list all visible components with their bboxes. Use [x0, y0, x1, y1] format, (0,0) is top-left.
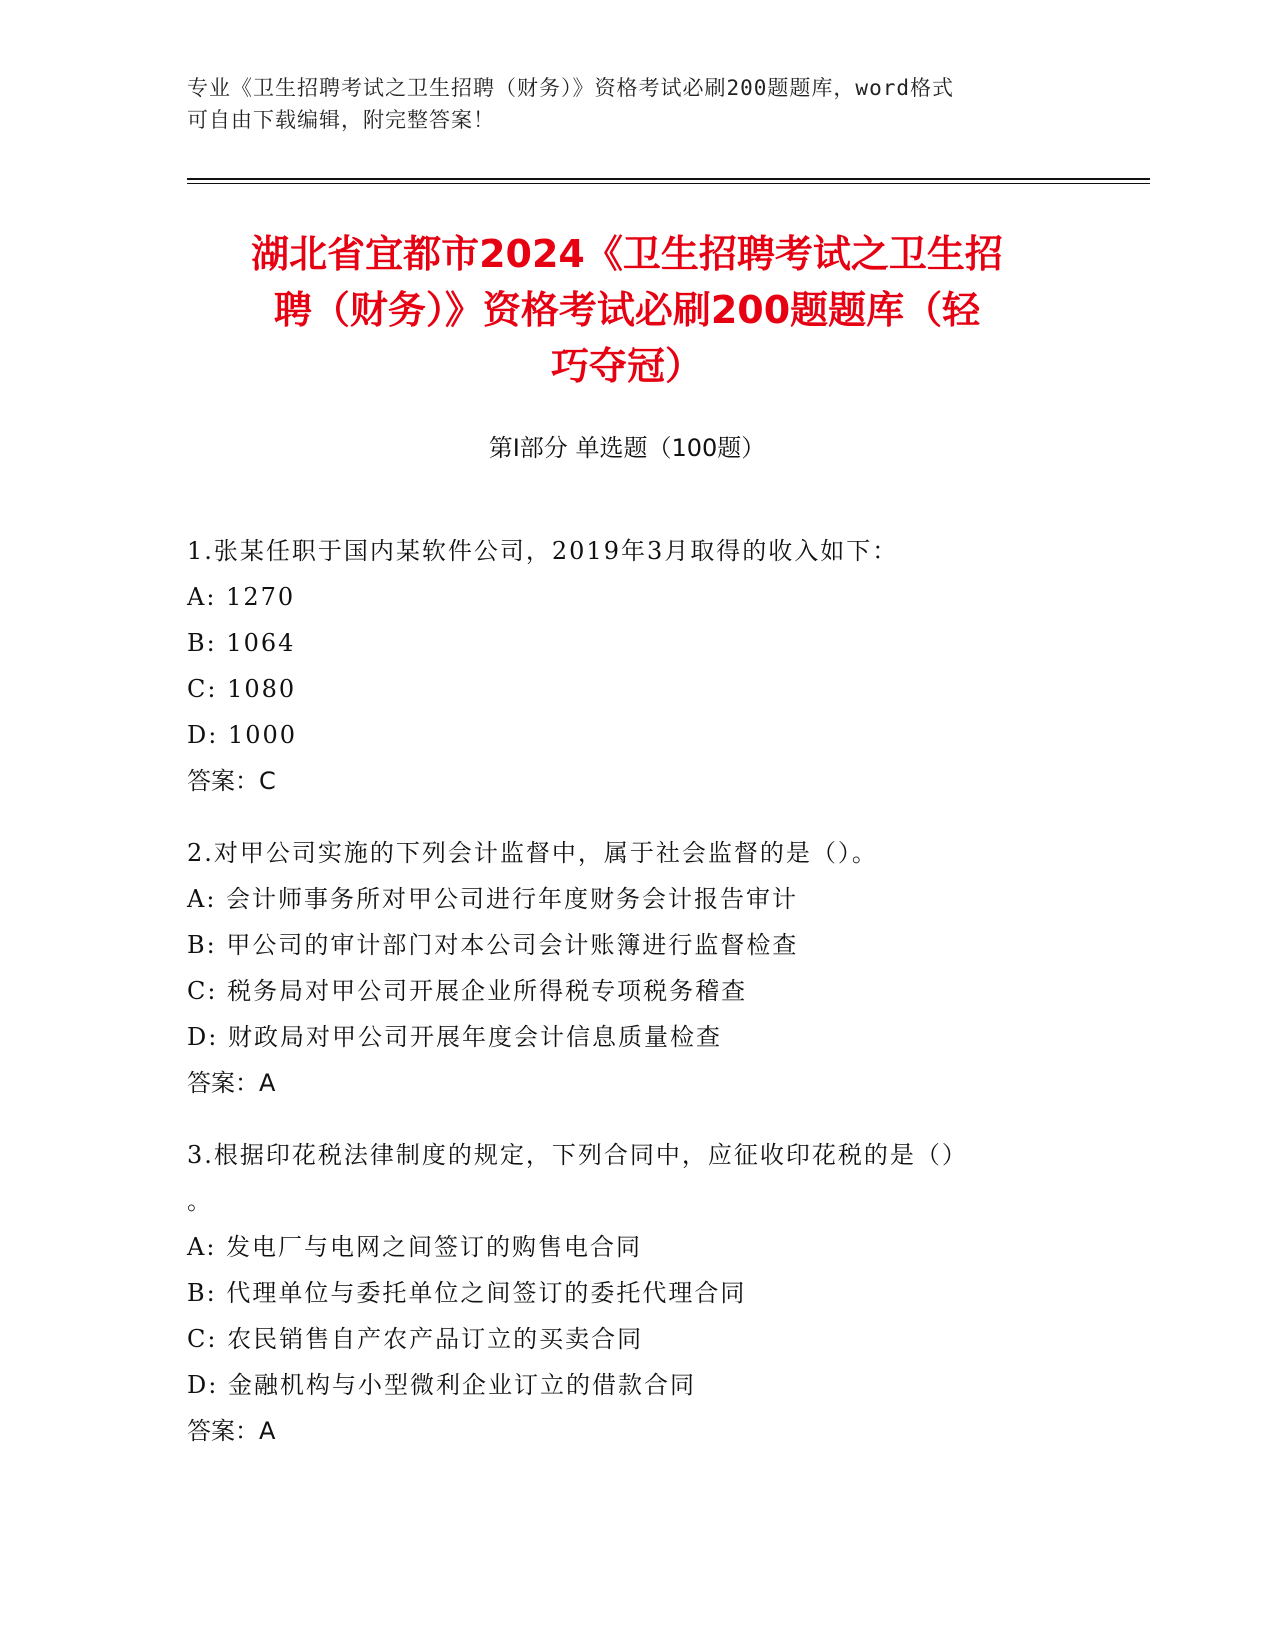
question-stem: 2.对甲公司实施的下列会计监督中，属于社会监督的是（）。	[187, 839, 878, 867]
option-a: A: 1270	[187, 583, 296, 611]
option-b: B: 代理单位与委托单位之间签订的委托代理合同	[187, 1279, 747, 1307]
header-divider-thick	[187, 178, 1150, 180]
option-a: A: 发电厂与电网之间签订的购售电合同	[187, 1233, 643, 1261]
header-divider-thin	[187, 183, 1150, 184]
header-note-line-1: 专业《卫生招聘考试之卫生招聘（财务）》资格考试必刷200题题库，word格式	[187, 76, 954, 100]
question-1	[187, 528, 1067, 804]
section-title: 第Ⅰ部分 单选题（100题）	[488, 434, 766, 462]
option-c: C: 1080	[187, 675, 297, 703]
option-d: D: 金融机构与小型微利企业订立的借款合同	[187, 1371, 696, 1399]
document-title-line-3: 巧夺冠）	[550, 344, 703, 388]
question-list	[187, 528, 1067, 1480]
question-3	[187, 1132, 1067, 1454]
option-a: A: 会计师事务所对甲公司进行年度财务会计报告审计	[187, 885, 799, 913]
question-2	[187, 830, 1067, 1106]
answer: 答案：A	[187, 1069, 276, 1097]
option-c: C: 农民销售自产农产品订立的买卖合同	[187, 1325, 644, 1353]
document-title-line-2: 聘（财务）》资格考试必刷200题题库（轻	[273, 288, 981, 332]
document-title	[187, 226, 1067, 394]
answer: 答案：C	[187, 767, 276, 795]
option-b: B: 1064	[187, 629, 296, 657]
answer: 答案：A	[187, 1417, 276, 1445]
option-d: D: 1000	[187, 721, 298, 749]
question-stem-continuation: 。	[187, 1187, 213, 1215]
option-d: D: 财政局对甲公司开展年度会计信息质量检查	[187, 1023, 722, 1051]
header-note	[187, 72, 1087, 136]
header-note-line-2: 可自由下载编辑，附完整答案！	[187, 108, 495, 132]
question-stem: 1.张某任职于国内某软件公司，2019年3月取得的收入如下：	[187, 537, 899, 565]
option-c: C: 税务局对甲公司开展企业所得税专项税务稽查	[187, 977, 748, 1005]
question-stem: 3.根据印花税法律制度的规定，下列合同中，应征收印花税的是（）	[187, 1141, 968, 1169]
option-b: B: 甲公司的审计部门对本公司会计账簿进行监督检查	[187, 931, 799, 959]
document-title-line-1: 湖北省宜都市2024《卫生招聘考试之卫生招	[251, 232, 1003, 276]
